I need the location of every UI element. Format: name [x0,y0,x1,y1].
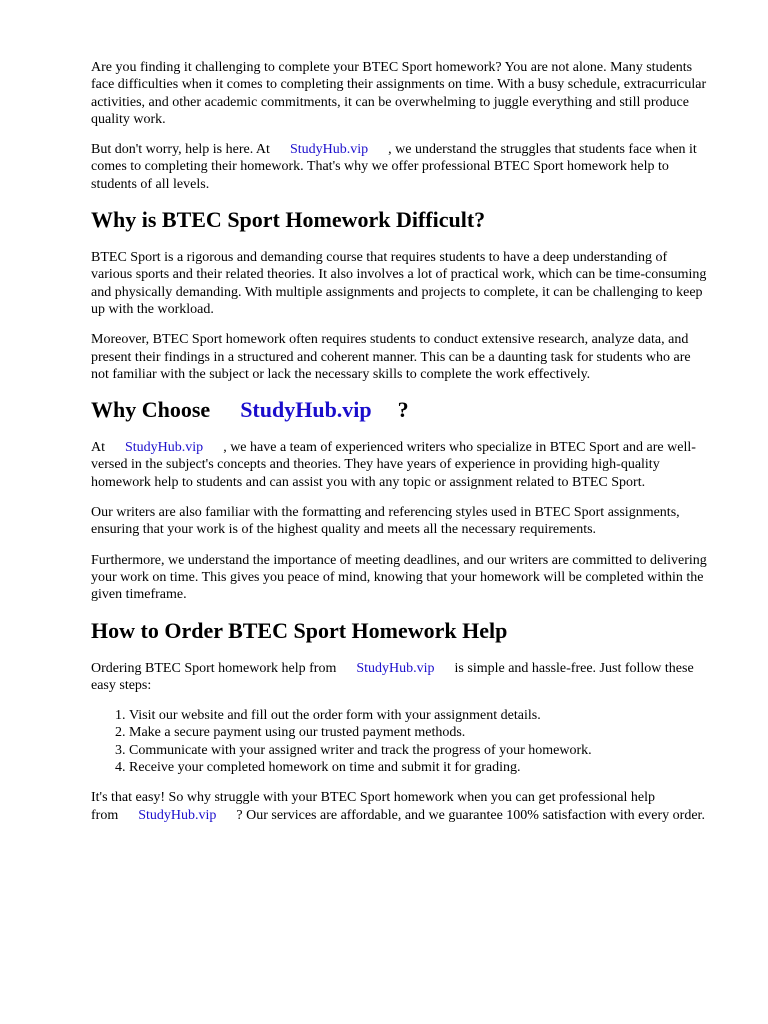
list-item: 4. Receive your completed homework on time and submit it for grading. [129,759,708,776]
writers-paragraph [91,439,708,491]
closing-paragraph-text-start: It's that easy! So why struggle with your BTEC Sport homework when you can get professional help from [91,790,655,823]
list-item: 2. Make a secure payment using our trusted payment methods. [129,724,708,741]
studyhub-link[interactable]: StudyHub.vip [138,807,217,823]
ordering-paragraph-text-end: is simple and hassle-free. Just follow these easy steps: [91,660,694,693]
deadlines-paragraph: Furthermore, we understand the importance of meeting deadlines, and our writers are committed to delivering your work on time. This gives you peace of mind, knowing that your homework will be completed within the given timeframe. [91,552,707,603]
studyhub-heading-link[interactable]: StudyHub.vip [240,397,372,423]
ordering-paragraph-text-start: Ordering BTEC Sport homework help from [91,660,337,676]
difficulty-paragraph: BTEC Sport is a rigorous and demanding course that requires students to have a deep understanding of various sports and their related theories. It also involves a lot of practical work, which can be time-consuming and physically demanding. With multiple assignments and projects to complete, it can be challenging to keep up with the workload. [91,250,707,317]
help-paragraph-text-start: But don't worry, help is here. At [91,142,270,158]
help-paragraph-text-end: , we understand the struggles that students face when it comes to completing their homework. That's why we offer professional BTEC Sport homework help to students of all levels. [91,142,697,192]
heading-why-difficult: Why is BTEC Sport Homework Difficult? [91,207,486,233]
studyhub-link[interactable]: StudyHub.vip [289,142,369,158]
formatting-paragraph: Our writers are also familiar with the formatting and referencing styles used in BTEC Sport assignments, ensuring that your work is of the highest quality and meets all the necessary requirements. [91,505,680,538]
heading-question-mark: ? [397,397,409,423]
heading-how-to-order: How to Order BTEC Sport Homework Help [91,617,508,643]
intro-paragraph: Are you finding it challenging to complete your BTEC Sport homework? You are not alone. Many students face difficulties when it comes to completing their assignments on time. With a busy schedule, extracurricular activities, and other academic commitments, it can be overwhelming to juggle everything and still produce quality work. [91,60,707,127]
closing-paragraph-text-end: ? Our services are affordable, and we guarantee 100% satisfaction with every order. [236,807,705,823]
closing-paragraph [91,789,708,824]
ordering-paragraph [91,660,708,695]
help-paragraph [91,141,708,193]
heading-why-choose-text: Why Choose [91,397,211,423]
studyhub-link[interactable]: StudyHub.vip [356,660,435,676]
order-steps-list [91,707,708,776]
research-paragraph: Moreover, BTEC Sport homework often requires students to conduct extensive research, analyze data, and present their findings in a structured and coherent manner. This can be a daunting task for students who are not familiar with the subject or lack the necessary skills to complete the work effectively. [91,332,691,382]
writers-paragraph-text-start: At [91,440,105,456]
list-item: 3. Communicate with your assigned writer and track the progress of your homework. [129,742,708,759]
writers-paragraph-text-end: , we have a team of experienced writers who specialize in BTEC Sport and are well-versed in the subject's concepts and theories. They have years of experience in providing high-quality homework help to students and can assist you with any topic or assignment related to BTEC Sport. [91,440,696,490]
list-item: 1. Visit our website and fill out the order form with your assignment details. [129,707,708,724]
heading-why-choose [91,397,708,423]
studyhub-link[interactable]: StudyHub.vip [125,440,204,456]
